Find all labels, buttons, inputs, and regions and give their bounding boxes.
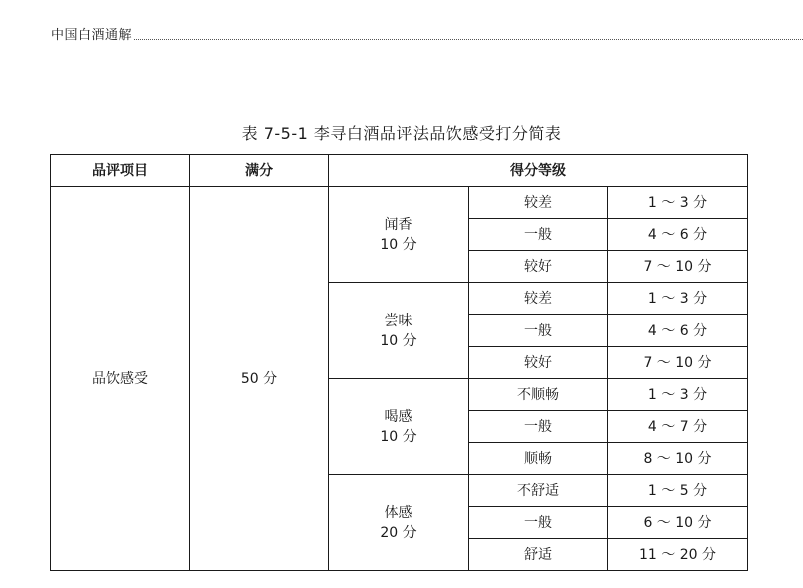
grade-cell: 一般: [469, 507, 608, 539]
grade-cell: 舒适: [469, 539, 608, 571]
range-cell: 4 ～ 6 分: [608, 219, 748, 251]
running-header: [51, 22, 803, 44]
range-cell: 8 ～ 10 分: [608, 443, 748, 475]
group-points: 10 分: [380, 236, 417, 253]
group-name: 体感: [384, 504, 413, 521]
range-cell: 1 ～ 5 分: [608, 475, 748, 507]
group-name: 喝感: [384, 408, 413, 425]
group-cell: [329, 475, 469, 571]
header-score-levels: 得分等级: [329, 155, 748, 187]
range-cell: 1 ～ 3 分: [608, 379, 748, 411]
range-cell: 6 ～ 10 分: [608, 507, 748, 539]
group-name: 尝味: [384, 312, 413, 329]
table-row: [51, 187, 748, 219]
group-points: 10 分: [380, 332, 417, 349]
group-cell: [329, 283, 469, 379]
grade-cell: 顺畅: [469, 443, 608, 475]
range-cell: 7 ～ 10 分: [608, 347, 748, 379]
running-header-dotted-leader: [134, 39, 803, 40]
grade-cell: 一般: [469, 411, 608, 443]
scoring-table: [50, 154, 748, 571]
group-cell: [329, 379, 469, 475]
grade-cell: 一般: [469, 219, 608, 251]
grade-cell: 较好: [469, 251, 608, 283]
grade-cell: 较好: [469, 347, 608, 379]
header-full-score: 满分: [190, 155, 329, 187]
full-score-cell: 50 分: [190, 187, 329, 571]
range-cell: 4 ～ 7 分: [608, 411, 748, 443]
grade-cell: 较差: [469, 187, 608, 219]
range-cell: 11 ～ 20 分: [608, 539, 748, 571]
running-header-title: 中国白酒通解: [51, 28, 133, 43]
grade-cell: 不顺畅: [469, 379, 608, 411]
grade-cell: 一般: [469, 315, 608, 347]
range-cell: 1 ～ 3 分: [608, 283, 748, 315]
table-caption: 表 7-5-1 李寻白酒品评法品饮感受打分简表: [241, 124, 562, 143]
grade-cell: 较差: [469, 283, 608, 315]
table-header-row: [51, 155, 748, 187]
range-cell: 1 ～ 3 分: [608, 187, 748, 219]
item-cell: 品饮感受: [51, 187, 190, 571]
range-cell: 4 ～ 6 分: [608, 315, 748, 347]
range-cell: 7 ～ 10 分: [608, 251, 748, 283]
grade-cell: 不舒适: [469, 475, 608, 507]
group-name: 闻香: [384, 216, 413, 233]
group-points: 10 分: [380, 428, 417, 445]
group-points: 20 分: [380, 524, 417, 541]
group-cell: [329, 187, 469, 283]
header-item: 品评项目: [51, 155, 190, 187]
